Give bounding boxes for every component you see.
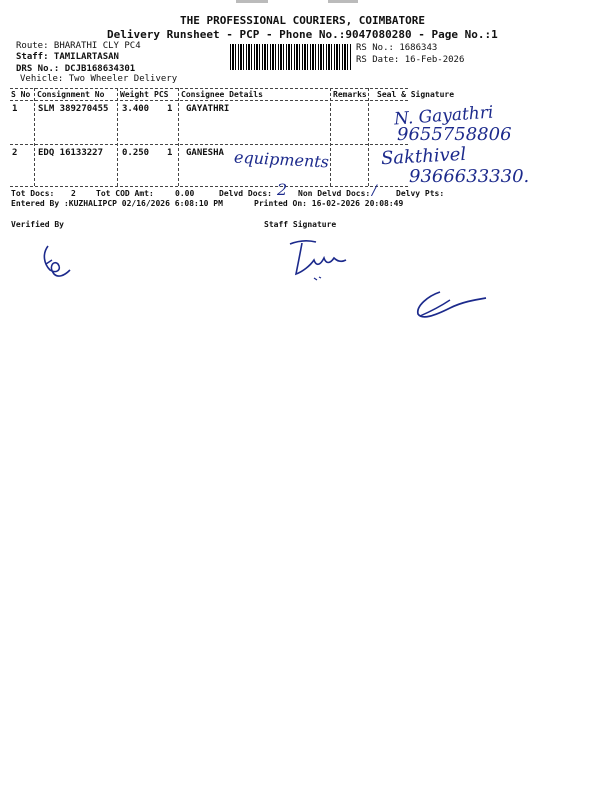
non-delvd-label: Non Delvd Docs: bbox=[298, 189, 371, 198]
staff-signature-label: Staff Signature bbox=[264, 220, 337, 229]
verified-signature bbox=[36, 240, 86, 282]
barcode-image bbox=[230, 44, 352, 70]
row1-consignee: GAYATHRI bbox=[186, 104, 230, 114]
row1-consignment: SLM 389270455 bbox=[38, 104, 109, 114]
col-header-sno: S No bbox=[11, 90, 31, 99]
col-header-consignment: Consignment No bbox=[37, 90, 105, 99]
cod-label: Tot COD Amt: bbox=[96, 189, 154, 198]
rs-number: RS No.: 1686343 bbox=[356, 43, 438, 53]
staff-signature bbox=[286, 234, 356, 284]
runsheet-subtitle: Delivery Runsheet - PCP - Phone No.:9047080280 - Page No.:1 bbox=[107, 28, 498, 41]
extra-signature bbox=[410, 286, 490, 326]
handwritten-phone-row2: 9366633330. bbox=[409, 166, 530, 187]
col-header-consignee: Consignee Details bbox=[181, 90, 263, 99]
row2-consignment: EDQ 16133227 bbox=[38, 148, 104, 158]
handwritten-phone-row1: 9655758806 bbox=[397, 124, 512, 145]
cod-value: 0.00 bbox=[175, 189, 195, 198]
company-title: THE PROFESSIONAL COURIERS, COIMBATORE bbox=[180, 14, 426, 27]
handwritten-remark-row2: equipments bbox=[233, 147, 330, 172]
handwritten-name-row1: N. Gayathri bbox=[393, 102, 494, 130]
handwritten-dash-mark: / bbox=[372, 183, 377, 199]
handwritten-delvd-count: 2 bbox=[277, 180, 288, 199]
row1-sno: 1 bbox=[12, 104, 18, 114]
delvy-pts-label: Delvy Pts: bbox=[396, 189, 445, 198]
col-header-remarks: Remarks bbox=[333, 90, 367, 99]
staff-text: Staff: TAMILARTASAN bbox=[16, 52, 119, 62]
row1-weight: 3.400 bbox=[122, 104, 150, 114]
entered-by: Entered By :KUZHALIPCP 02/16/2026 6:08:10 PM bbox=[11, 199, 223, 208]
handwritten-name-row2: Sakthivel bbox=[380, 143, 467, 170]
printed-on: Printed On: 16-02-2026 20:08:49 bbox=[254, 199, 404, 208]
vehicle-text: Vehicle: Two Wheeler Delivery bbox=[20, 74, 178, 84]
col-header-weight: Weight bbox=[120, 90, 149, 99]
row2-sno: 2 bbox=[12, 148, 18, 158]
row2-consignee: GANESHA bbox=[186, 148, 224, 158]
top-scan-mark-left bbox=[236, 0, 268, 3]
delvd-docs-label: Delvd Docs: bbox=[219, 189, 272, 198]
verified-by-label: Verified By bbox=[11, 220, 64, 229]
col-header-seal: Seal & Signature bbox=[377, 90, 455, 99]
tot-docs-value: 2 bbox=[71, 189, 76, 198]
route-text: Route: BHARATHI CLY PC4 bbox=[16, 41, 141, 51]
row2-weight: 0.250 bbox=[122, 148, 150, 158]
row1-pcs: 1 bbox=[167, 104, 173, 114]
row2-pcs: 1 bbox=[167, 148, 173, 158]
drs-text: DRS No.: DCJB168634301 bbox=[16, 64, 136, 74]
col-header-pcs: PCS bbox=[154, 90, 169, 99]
rs-date: RS Date: 16-Feb-2026 bbox=[356, 55, 465, 65]
tot-docs-label: Tot Docs: bbox=[11, 189, 55, 198]
top-scan-mark-right bbox=[328, 0, 358, 3]
